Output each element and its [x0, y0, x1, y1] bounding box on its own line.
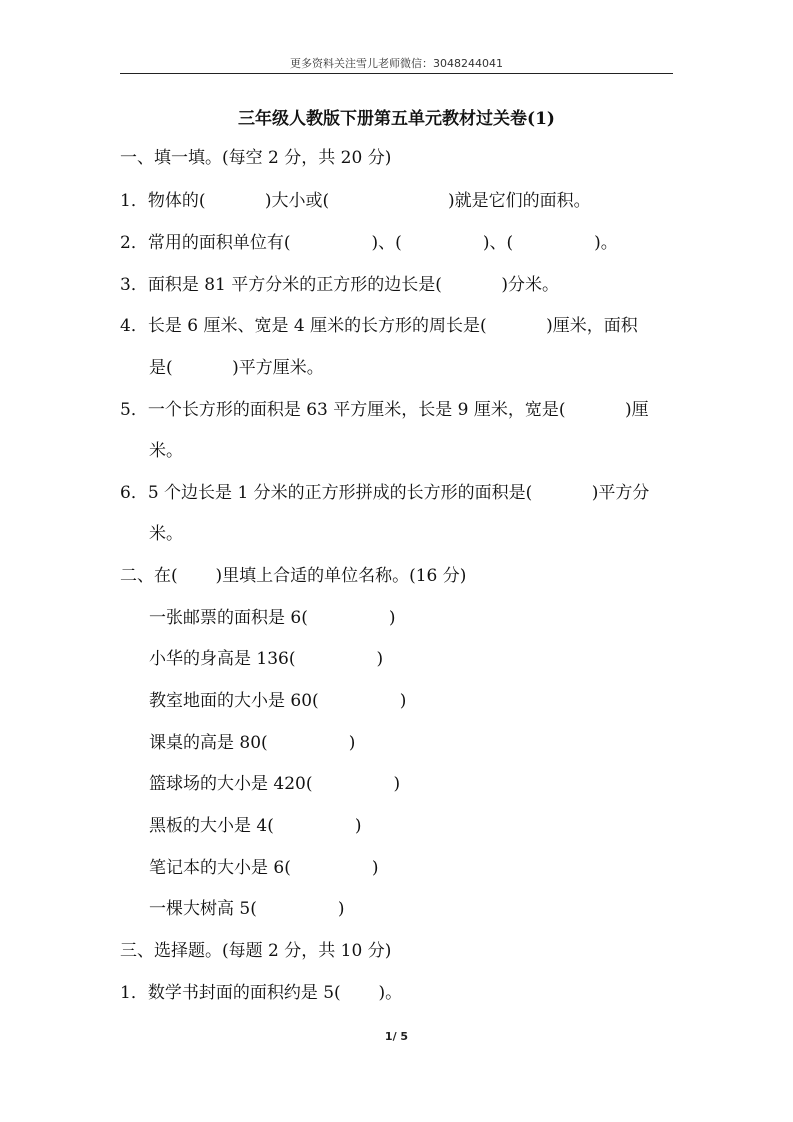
section1-question-4-line1: 4．长是 6 厘米、宽是 4 厘米的长方形的周长是( )厘米，面积	[120, 316, 638, 336]
section1-question-6-line1: 6．5 个边长是 1 分米的正方形拼成的长方形的面积是( )平方分	[120, 483, 650, 503]
section1-question-5-line1: 5．一个长方形的面积是 63 平方厘米，长是 9 厘米，宽是( )厘	[120, 400, 649, 420]
section2-item: 笔记本的大小是 6( )	[149, 858, 379, 878]
section3-question-1: 1．数学书封面的面积约是 5( )。	[120, 983, 403, 1003]
section2-heading: 二、在( )里填上合适的单位名称。(16 分)	[120, 566, 467, 586]
section2-item: 小华的身高是 136( )	[149, 649, 384, 669]
section1-question-4-line2: 是( )平方厘米。	[149, 358, 324, 378]
section2-item: 一张邮票的面积是 6( )	[149, 608, 396, 628]
section1-question-3: 3．面积是 81 平方分米的正方形的边长是( )分米。	[120, 275, 559, 295]
section2-item: 教室地面的大小是 60( )	[149, 691, 407, 711]
section1-question-1: 1．物体的( )大小或( )就是它们的面积。	[120, 191, 591, 211]
section1-question-5-line2: 米。	[149, 441, 183, 461]
header-divider	[120, 73, 673, 74]
document-title: 三年级人教版下册第五单元教材过关卷(1)	[238, 109, 555, 129]
page-number: 1/ 5	[384, 1030, 409, 1043]
section2-item: 课桌的高是 80( )	[149, 733, 356, 753]
section1-question-6-line2: 米。	[149, 524, 183, 544]
section2-item: 黑板的大小是 4( )	[149, 816, 362, 836]
section1-question-2: 2．常用的面积单位有( )、( )、( )。	[120, 233, 618, 253]
page-header: 更多资料关注雪儿老师微信：3048244041	[290, 57, 503, 70]
section3-heading: 三、选择题。(每题 2 分，共 10 分)	[120, 941, 392, 961]
section2-item: 篮球场的大小是 420( )	[149, 774, 401, 794]
section1-heading: 一、填一填。(每空 2 分，共 20 分)	[120, 148, 392, 168]
section2-item: 一棵大树高 5( )	[149, 899, 345, 919]
